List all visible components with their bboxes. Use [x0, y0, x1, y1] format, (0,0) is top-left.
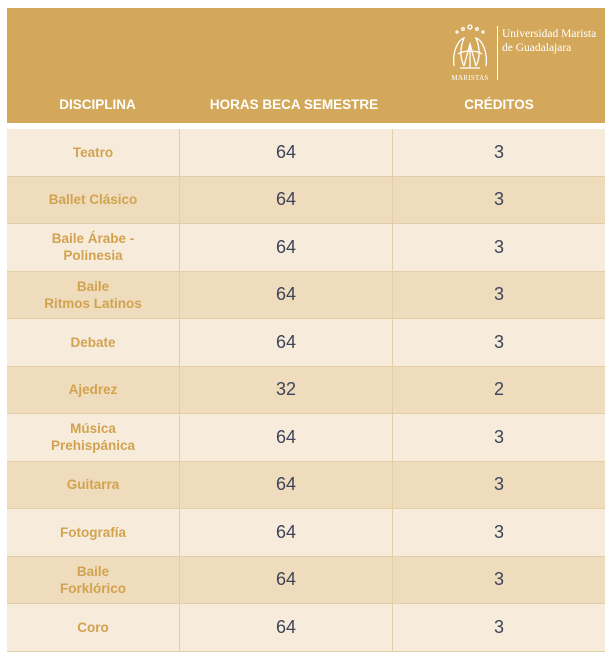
credits-cell: 3 [493, 569, 504, 590]
discipline-cell: Ajedrez [7, 367, 180, 414]
table-row [7, 557, 605, 605]
scholarship-table [7, 129, 605, 652]
hours-cell: 64 [180, 272, 393, 319]
table-row [7, 414, 605, 462]
column-header-credits: CRÉDITOS [464, 97, 534, 112]
table-row [7, 462, 605, 510]
discipline-cell: Teatro [7, 129, 180, 176]
hours-cell: 32 [180, 367, 393, 414]
university-name-line2: de Guadalajara [502, 42, 572, 54]
column-header-hours: HORAS BECA SEMESTRE [209, 97, 379, 112]
discipline-cell: Coro [7, 604, 180, 651]
discipline-cell: Fotografía [7, 509, 180, 556]
hours-cell: 64 [180, 177, 393, 224]
table-row [7, 272, 605, 320]
hours-cell: 64 [180, 557, 393, 604]
table-row [7, 367, 605, 415]
credits-cell: 3 [493, 141, 504, 162]
discipline-cell: Baile Árabe - Polinesia [7, 224, 180, 271]
discipline-cell: Ballet Clásico [7, 177, 180, 224]
credits-cell: 3 [493, 426, 504, 447]
table-row [7, 319, 605, 367]
table-row [7, 177, 605, 225]
column-header-discipline: DISCIPLINA [59, 97, 136, 112]
discipline-cell: Baile Ritmos Latinos [7, 272, 180, 319]
university-logo [444, 22, 604, 84]
credits-cell: 3 [493, 521, 504, 542]
table-row [7, 604, 605, 652]
university-name [502, 27, 612, 55]
credits-cell: 3 [493, 236, 504, 257]
table-row [7, 129, 605, 177]
hours-cell: 64 [180, 414, 393, 461]
credits-cell: 3 [493, 474, 504, 495]
discipline-cell: Música Prehispánica [7, 414, 180, 461]
hours-cell: 64 [180, 129, 393, 176]
credits-cell: 2 [493, 379, 504, 400]
hours-cell: 64 [180, 509, 393, 556]
table-row [7, 509, 605, 557]
discipline-cell: Debate [7, 319, 180, 366]
hours-cell: 64 [180, 604, 393, 651]
credits-cell: 3 [493, 616, 504, 637]
hours-cell: 64 [180, 224, 393, 271]
hours-cell: 64 [180, 462, 393, 509]
hours-cell: 64 [180, 319, 393, 366]
discipline-cell: Baile Forklórico [7, 557, 180, 604]
discipline-cell: Guitarra [7, 462, 180, 509]
logo-caption: MARISTAS [451, 74, 489, 82]
logo-divider [497, 26, 498, 80]
credits-cell: 3 [493, 189, 504, 210]
table-row [7, 224, 605, 272]
credits-cell: 3 [493, 284, 504, 305]
credits-cell: 3 [493, 331, 504, 352]
university-name-line1: Universidad Marista [502, 28, 597, 40]
